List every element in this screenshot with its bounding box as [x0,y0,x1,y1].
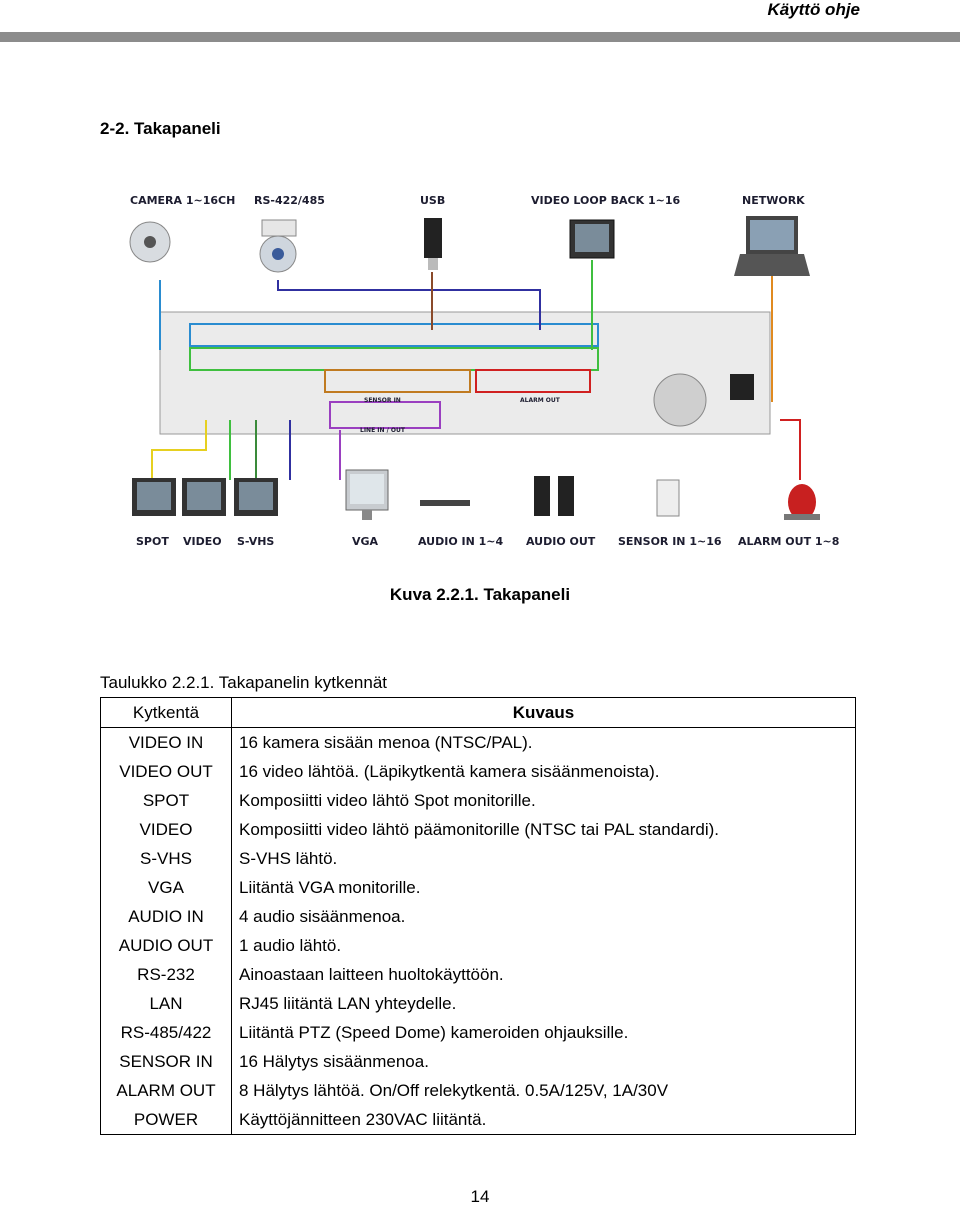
label-network: NETWORK [742,194,805,207]
label-audio-out: AUDIO OUT [526,535,596,548]
header-connection: Kytkentä [101,698,232,728]
rear-panel-diagram [120,180,840,560]
dome-camera-icon [130,222,170,262]
connection-name: SPOT [101,786,232,815]
video-monitor-icon [182,478,226,516]
connection-description: 16 Hälytys sisäänmenoa. [232,1047,856,1076]
label-spot: SPOT [136,535,169,548]
label-loopback: VIDEO LOOP BACK 1~16 [531,194,681,207]
connection-name: AUDIO OUT [101,931,232,960]
connection-description: Käyttöjännitteen 230VAC liitäntä. [232,1105,856,1135]
header-description: Kuvaus [232,698,856,728]
table-row [101,1105,856,1135]
connection-name: AUDIO IN [101,902,232,931]
speed-dome-icon [260,220,296,272]
table-header-row [101,698,856,728]
loop-monitor-icon [570,220,614,258]
connection-description: 8 Hälytys lähtöä. On/Off relekytkentä. 0.5A/125V, 1A/30V [232,1076,856,1105]
connection-name: VGA [101,873,232,902]
section-title: 2-2. Takapaneli [100,119,221,138]
label-audio-in: AUDIO IN 1~4 [418,535,504,548]
label-alarm-out: ALARM OUT 1~8 [738,535,840,548]
connection-description: RJ45 liitäntä LAN yhteydelle. [232,989,856,1018]
table-row [101,728,856,758]
laptop-icon [734,216,810,276]
label-video: VIDEO [183,535,222,548]
panel-alarm-out: ALARM OUT [520,397,560,404]
connections-table [100,697,856,1135]
connection-description: 4 audio sisäänmenoa. [232,902,856,931]
connection-name: ALARM OUT [101,1076,232,1105]
header-bar [0,32,960,42]
panel-line-in-out: LINE IN / OUT [360,427,405,434]
dvr-rear-panel [160,312,770,434]
connection-description: Komposiitti video lähtö päämonitorille (NTSC tai PAL standardi). [232,815,856,844]
figure-caption: Kuva 2.2.1. Takapaneli [389,585,571,604]
table-row [101,815,856,844]
table-row [101,1047,856,1076]
connection-description: Liitäntä PTZ (Speed Dome) kameroiden ohjauksille. [232,1018,856,1047]
label-usb: USB [420,194,446,207]
connection-name: RS-485/422 [101,1018,232,1047]
label-vga: VGA [352,535,379,548]
header-title: Käyttö ohje [767,0,860,19]
table-row [101,757,856,786]
page-number: 14 [470,1187,490,1206]
table-row [101,989,856,1018]
label-svhs: S-VHS [237,535,275,548]
connection-name: VIDEO [101,815,232,844]
alarm-light-icon [784,484,820,520]
speakers-icon [534,476,574,516]
connection-name: POWER [101,1105,232,1135]
label-sensor-in: SENSOR IN 1~16 [618,535,722,548]
connection-name: VIDEO OUT [101,757,232,786]
label-camera: CAMERA 1~16CH [130,194,236,207]
table-row [101,902,856,931]
table-row [101,1018,856,1047]
sensor-icon [657,480,679,516]
connection-description: Ainoastaan laitteen huoltokäyttöön. [232,960,856,989]
connection-description: 16 kamera sisään menoa (NTSC/PAL). [232,728,856,758]
table-row [101,1076,856,1105]
label-rs422: RS-422/485 [254,194,325,207]
connection-name: VIDEO IN [101,728,232,758]
connection-name: SENSOR IN [101,1047,232,1076]
panel-sensor-in: SENSOR IN [364,397,401,404]
usb-stick-icon [424,218,442,270]
table-row [101,931,856,960]
table-row [101,844,856,873]
connection-name: S-VHS [101,844,232,873]
connection-name: RS-232 [101,960,232,989]
connection-name: LAN [101,989,232,1018]
connection-description: 1 audio lähtö. [232,931,856,960]
table-caption: Taulukko 2.2.1. Takapanelin kytkennät [100,673,387,692]
connection-description: S-VHS lähtö. [232,844,856,873]
table-row [101,873,856,902]
svhs-monitor-icon [234,478,278,516]
vga-monitor-icon [346,470,388,520]
microphone-icon [420,500,470,506]
table-row [101,960,856,989]
connection-description: 16 video lähtöä. (Läpikytkentä kamera sisäänmenoista). [232,757,856,786]
table-row [101,786,856,815]
spot-monitor-icon [132,478,176,516]
connection-description: Liitäntä VGA monitorille. [232,873,856,902]
connection-description: Komposiitti video lähtö Spot monitorille. [232,786,856,815]
